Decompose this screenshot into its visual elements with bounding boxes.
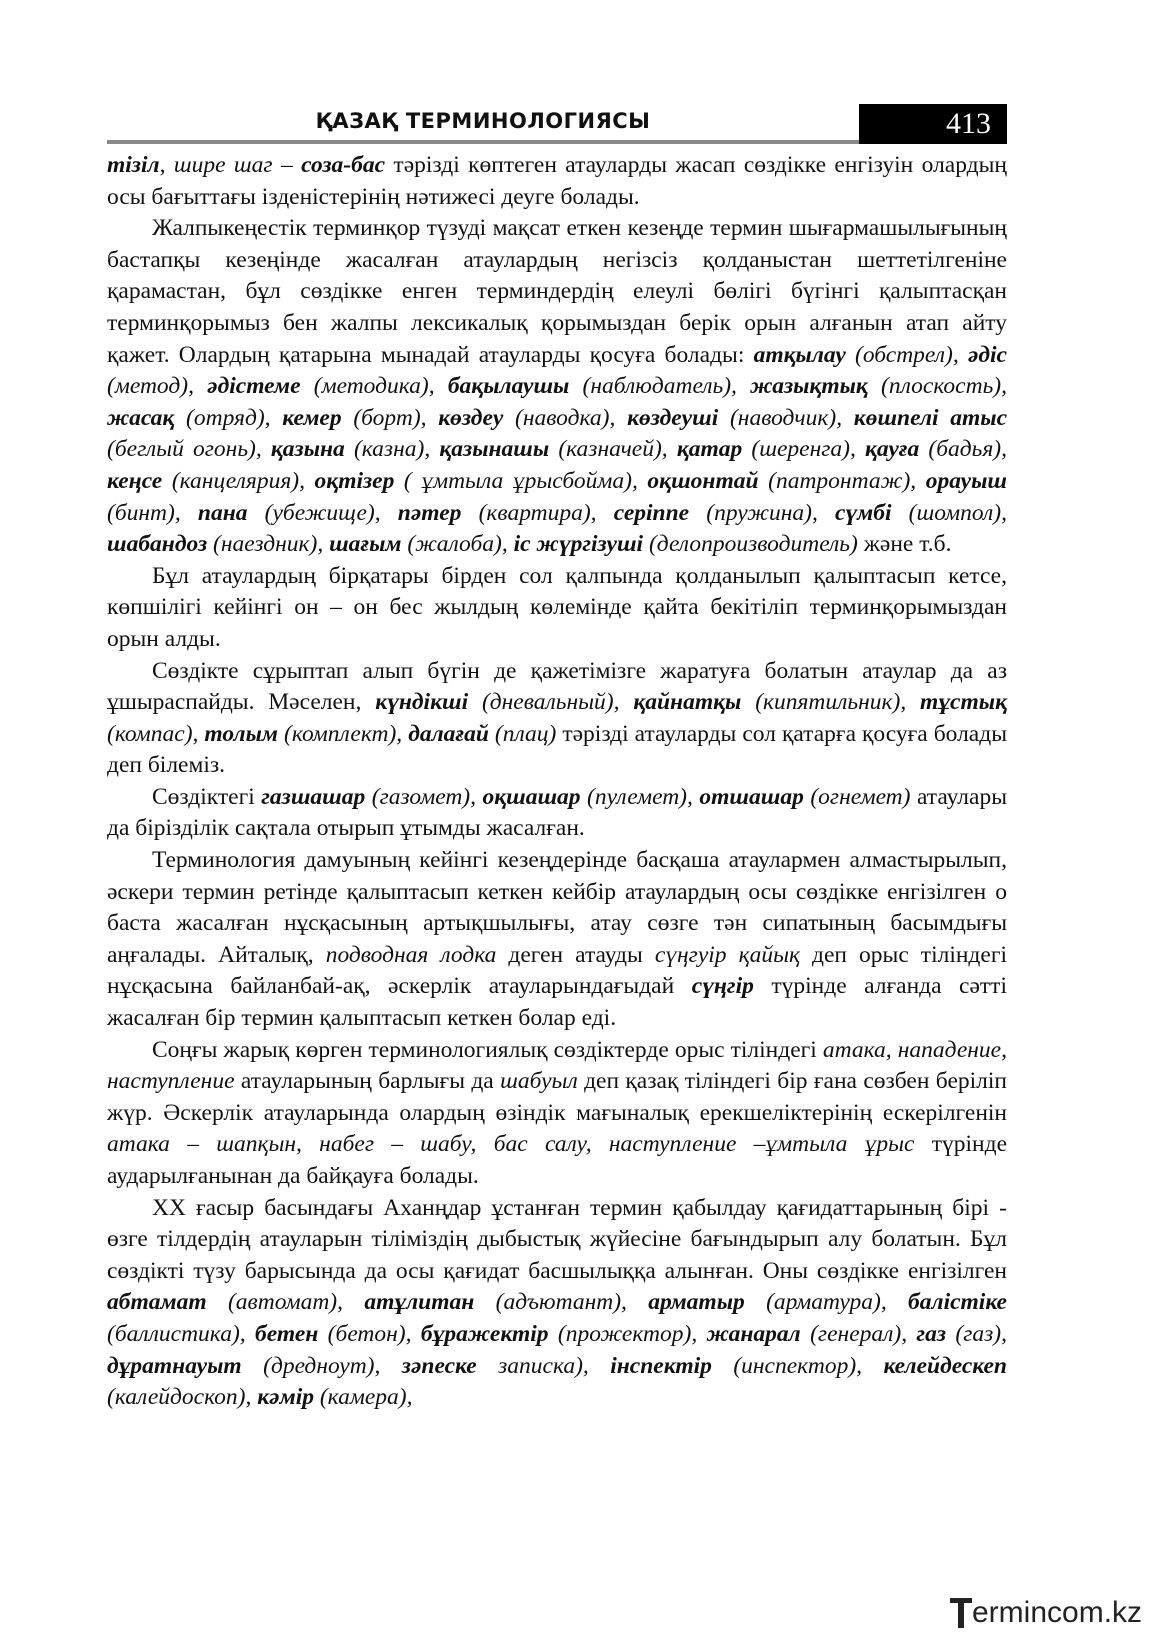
text-run: Жалпыкеңестік терминқор түзуді мақсат еткен кезеңде термин шығармашылығының бастапқы кезеңінде жасалған атаулардың негізсіз қолданыстан шеттетілгеніне қарамастан, бұл сөздікке енген терминдердің елеулі бөлігі бүгінгі қалыптасқан терминқорымыз бен жалпы лексикалық қорымыздан берік орын алғанын атап айту қажет. Олардың қатарына мынадай атауларды қосуға болады: [107, 215, 1007, 368]
gloss-italic: (баллистика), [107, 1320, 256, 1347]
term-bold: қатар [676, 436, 743, 463]
paragraph-3 [107, 561, 1007, 656]
gloss-italic: записка), [476, 1352, 611, 1379]
term-bold: әдістеме [207, 373, 301, 400]
gloss-italic: атака, нападение, наступление [107, 1036, 1007, 1095]
paragraph-2 [107, 213, 1007, 561]
running-header-title: ҚАЗАҚ ТЕРМИНОЛОГИЯСЫ [315, 109, 651, 133]
text-run: Сөздіктегі [152, 783, 262, 810]
text-run: Сөздікте сұрыптап алып бүгін де қажетімізге жаратуға болатын атаулар да аз ұшыраспайды. Мәселен, [107, 657, 1007, 716]
term-bold: тізіл [107, 152, 160, 178]
term-bold: пәтер [397, 499, 462, 526]
gloss-italic: (обстрел), [845, 341, 968, 368]
gloss-italic: (дредноут), [241, 1352, 402, 1379]
term-bold: бақылаушы [447, 373, 570, 400]
term-bold: шабандоз [107, 531, 208, 558]
gloss-italic: (генерал), [800, 1320, 917, 1347]
term-bold: отшашар [699, 783, 804, 810]
paragraph-6 [107, 845, 1007, 1035]
term-bold: кемер [282, 404, 342, 431]
gloss-italic: (газ), [946, 1320, 1007, 1347]
text-run: Терминология дамуының кейінгі кезеңдерінде басқаша атаулармен алмастырылып, әскери термин ретінде қалыптасып кеткен кейбір атаулардың осы сөздікке енгізілген о баста жасалған нұсқасының артықшылығы, атау сөзге тән сипатының басымдығы аңғалады. Айталық, [107, 847, 1007, 968]
text-run: деген атауды [496, 941, 655, 968]
header-rule [107, 140, 859, 144]
gloss-italic: (беглый огонь), [107, 436, 271, 463]
term-bold: шағым [329, 531, 402, 558]
text-run: тәрізді атауларды сол қатарға қосуға болады деп білеміз. [107, 720, 1007, 779]
gloss-italic: (бинт), [107, 499, 198, 526]
text-run: ХХ ғасыр басындағы Аханңдар ұстанған термин қабылдау қағидаттарының бірі - өзге тілдердің атауларын тіліміздің дыбыстық жүйесіне бағындырып алу болатын. Бұл сөздікті түзу барысында да осы қағидат басшылыққа алынған. Оны сөздікке енгізілген [107, 1194, 1007, 1284]
gloss-italic: (жалоба), [401, 531, 514, 558]
term-bold: зәпеске [401, 1352, 477, 1379]
page-number: 413 [859, 104, 1007, 144]
gloss-italic: (компас), [107, 720, 205, 747]
text-run: деп орыс тіліндегі нұсқасына байланбай-ақ, әскерлік атауларындағыдай [107, 941, 1007, 1000]
term-bold: дұратнауыт [107, 1352, 242, 1379]
gloss-italic: (казна), [344, 436, 440, 463]
watermark-text: ermincom.kz [972, 1596, 1143, 1629]
gloss-italic: (арматура), [744, 1289, 909, 1316]
gloss-italic: (наводка), [503, 404, 628, 431]
gloss-italic: (кипятильник), [741, 689, 921, 716]
term-bold: абтамат [107, 1289, 207, 1316]
gloss-italic: (шеренга), [742, 436, 866, 463]
gloss-italic: атака – шапқын, набег – шабу, бас салу, наступление –ұмтыла ұрыс [107, 1131, 915, 1158]
term-bold: жанарал [706, 1320, 801, 1347]
term-bold: көшпелі атыс [853, 404, 1008, 431]
text-run: деп қазақ тіліндегі бір ғана сөзбен беріліп жүр. Әскерлік атауларында олардың өзіндік мағыналық ерекшеліктерінің ескерілгенін [107, 1068, 1007, 1126]
gloss-italic: (наводчик), [718, 404, 854, 431]
term-bold: күндікші [375, 689, 469, 716]
text-run: тәрізді көптеген атауларды жасап сөздікке енгізуін олардың осы бағыттағы ізденістерінің нәтижесі деуге болады. [107, 152, 1007, 210]
text-run: атаулары да бірізділік сақтала отырып ұтымды жасалған. [107, 783, 1008, 842]
term-bold: інспектір [610, 1352, 712, 1379]
gloss-italic: (канцелярия), [162, 467, 315, 494]
gloss-italic: (делопроизводитель) [643, 531, 858, 558]
term-bold: жазықтық [750, 373, 868, 400]
gloss-italic: (наездник), [207, 531, 330, 558]
term-bold: тұстық [920, 689, 1007, 716]
term-bold: оқшонтай [647, 467, 759, 494]
gloss-italic: (автомат), [206, 1289, 365, 1316]
term-bold: сүңгір [691, 973, 754, 1000]
text-run: , [159, 152, 174, 178]
term-bold: пана [197, 499, 248, 526]
gloss-italic: (адъютант), [474, 1289, 649, 1316]
text-run: – [272, 152, 302, 178]
gloss-italic: (казначей), [549, 436, 677, 463]
gloss-italic: (плац) [488, 720, 557, 747]
paragraph-5 [107, 782, 1007, 845]
gloss-italic: (наблюдатель), [569, 373, 751, 400]
gloss-italic: (бетон), [318, 1320, 421, 1347]
term-bold: оқтізер [314, 467, 395, 494]
gloss-italic: (огнемет) [803, 783, 911, 810]
term-bold: толым [204, 720, 279, 747]
gloss-italic: (инспектор), [711, 1352, 884, 1379]
gloss-italic: (методика), [300, 373, 448, 400]
term-bold: келейдескеп [883, 1352, 1007, 1379]
text-run: және т.б. [857, 531, 952, 558]
gloss-italic: ( ұмтыла ұрысбойма), [394, 467, 648, 494]
term-bold: соза-бас [301, 152, 386, 178]
paragraph-4 [107, 656, 1007, 782]
gloss-italic: (метод), [107, 373, 208, 400]
gloss-italic: сүңгуір қайық [654, 941, 800, 968]
text-run: түрінде аударылғанынан да байқауға болады. [107, 1131, 1008, 1189]
term-bold: газ [916, 1320, 947, 1347]
term-bold: қайнатқы [633, 689, 742, 716]
gloss-italic: (квартира), [461, 499, 614, 526]
term-bold: балістіке [908, 1289, 1007, 1316]
gloss-italic: (плоскость), [867, 373, 1007, 400]
term-bold: көздеу [438, 404, 504, 431]
gloss-italic: (пулемет), [580, 783, 700, 810]
gloss-italic: (патронтаж), [758, 467, 926, 494]
gloss-italic: (отряд), [174, 404, 283, 431]
term-bold: іс жүргізуші [513, 531, 644, 558]
paragraph-1 [107, 150, 1007, 213]
body-text [107, 150, 1007, 1414]
term-bold: әдіс [967, 341, 1007, 368]
gloss-italic: (комплект), [278, 720, 409, 747]
term-bold: оқшашар [482, 783, 581, 810]
term-bold: кеңсе [107, 467, 163, 494]
text-run: Соңғы жарық көрген терминологиялық сөздіктерде орыс тіліндегі [152, 1036, 823, 1063]
term-bold: серіппе [613, 499, 690, 526]
term-bold: газшашар [261, 783, 366, 810]
term-bold: қазынашы [439, 436, 550, 463]
text-run: түрінде алғанда сәтті жасалған бір термин қалыптасып кеткен болар еді. [107, 973, 1007, 1032]
gloss-italic: (бадья), [919, 436, 1007, 463]
watermark-logo-icon [950, 1598, 972, 1628]
term-bold: атқылау [753, 341, 846, 368]
paragraph-7 [107, 1035, 1007, 1193]
gloss-italic: (камера), [313, 1384, 413, 1411]
gloss-italic: (убежище), [247, 499, 398, 526]
gloss-italic: (шомпол), [891, 499, 1007, 526]
gloss-italic: шире шаг [173, 152, 273, 178]
term-bold: кәмір [257, 1384, 314, 1411]
text-run: атауларының барлығы да [234, 1068, 501, 1095]
term-bold: атұлитан [364, 1289, 475, 1316]
site-watermark [950, 1594, 1150, 1632]
gloss-italic: шабуыл [500, 1068, 578, 1095]
term-bold: арматыр [648, 1289, 745, 1316]
term-bold: қазына [270, 436, 345, 463]
paragraph-8 [107, 1193, 1007, 1414]
running-header [107, 104, 1007, 144]
term-bold: сүмбі [834, 499, 892, 526]
term-bold: бетен [255, 1320, 319, 1347]
term-bold: қауға [865, 436, 920, 463]
gloss-italic: (калейдоскоп), [107, 1384, 258, 1411]
term-bold: жасақ [107, 404, 175, 431]
term-bold: көздеуші [627, 404, 719, 431]
term-bold: далағай [408, 720, 489, 747]
gloss-italic: (прожектор), [548, 1320, 707, 1347]
term-bold: бұражектір [420, 1320, 549, 1347]
gloss-italic: (дневальный), [468, 689, 634, 716]
term-bold: орауыш [925, 467, 1007, 494]
gloss-italic: подводная лодка [325, 941, 497, 968]
gloss-italic: (пружина), [689, 499, 835, 526]
gloss-italic: (борт), [341, 404, 439, 431]
text-run: Бұл атаулардың бірқатары бірден сол қалпында қолданылып қалыптасып кетсе, көпшілігі кейінгі он – он бес жылдың көлемінде қайта бекітіліп терминқорымыздан орын алды. [107, 562, 1007, 652]
gloss-italic: (газомет), [365, 783, 483, 810]
